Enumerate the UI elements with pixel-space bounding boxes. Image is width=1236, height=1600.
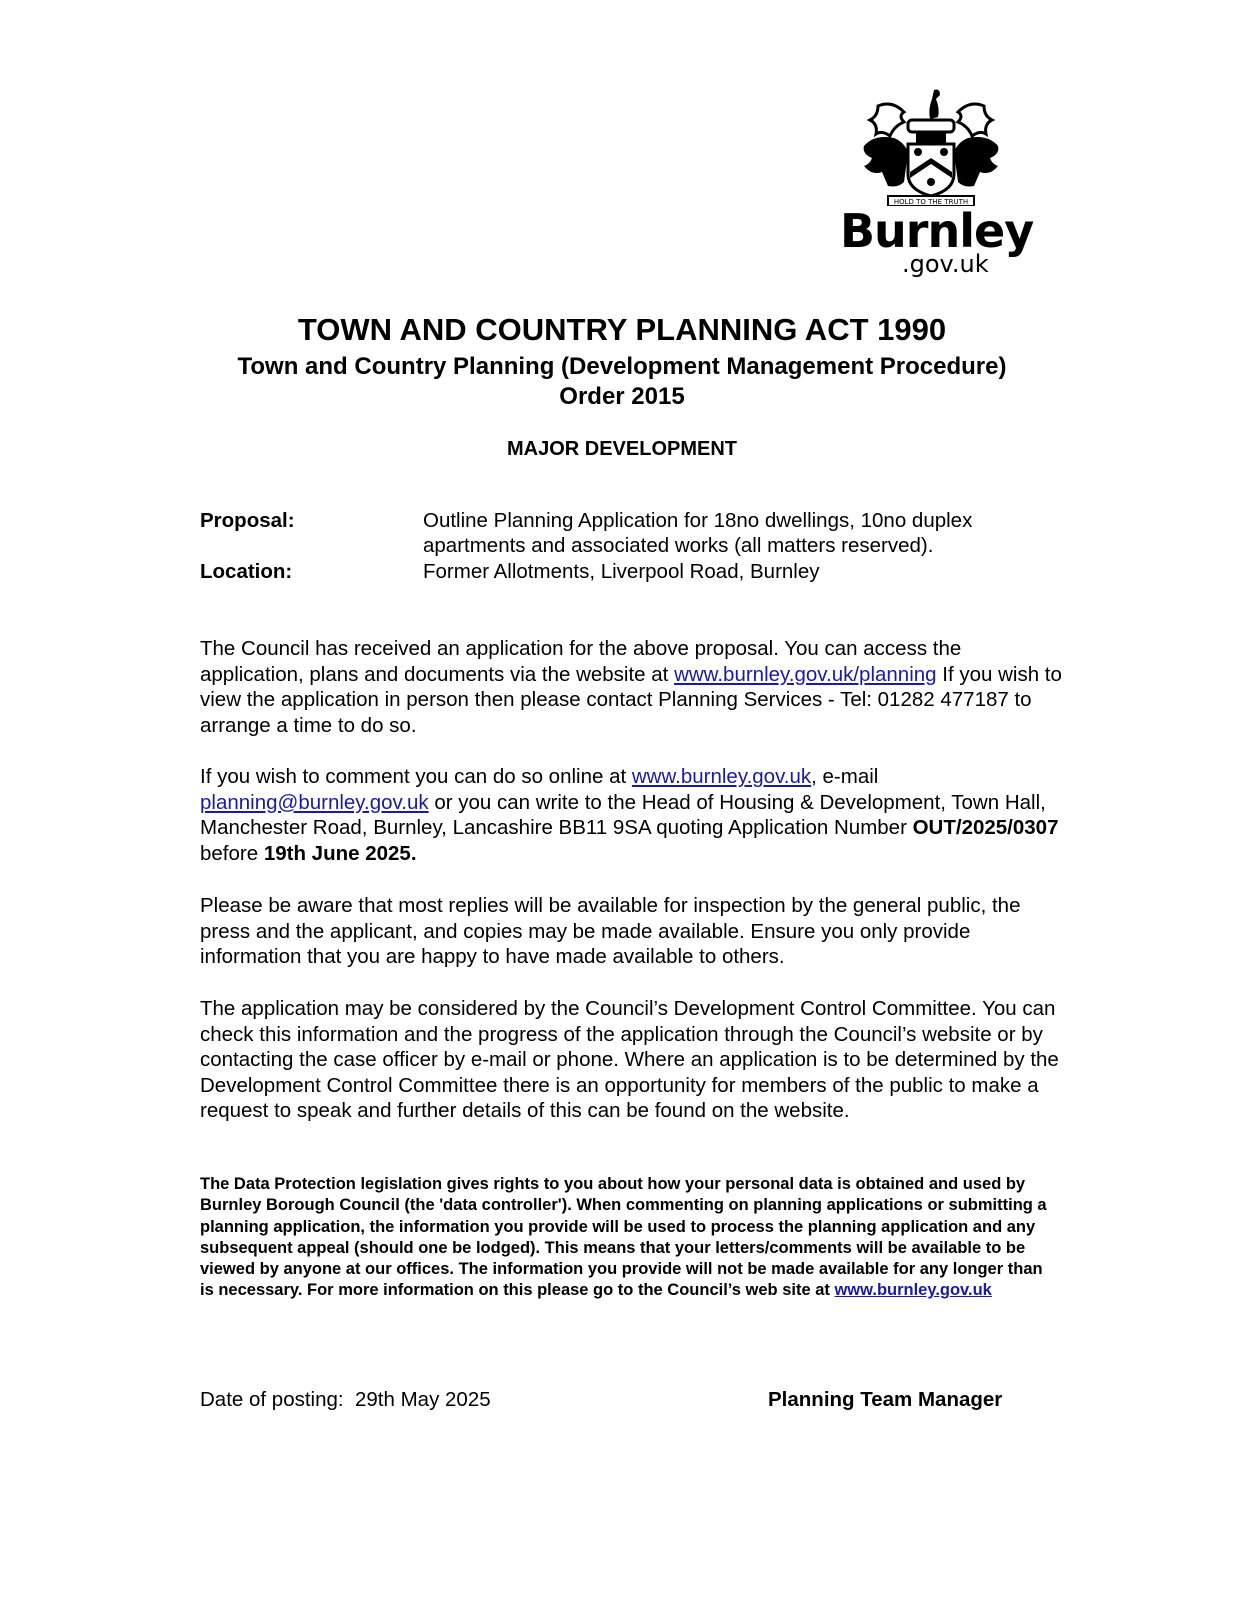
council-website-link-2[interactable]: www.burnley.gov.uk (834, 1281, 992, 1300)
posting-date (200, 1388, 491, 1412)
committee-paragraph: The application may be considered by the Council’s Development Control Committee. You can check this information and the progress of the application through the Council’s website or by contacting the case officer by e-mail or phone. Where an application is to be determined by the Development Control Committee there is an opportunity for members of the public to make a request to speak and further details of this can be found on the website. (200, 997, 1059, 1122)
posting-date-value: 29th May 2025 (355, 1388, 491, 1411)
proposal-label: Proposal: (200, 509, 295, 532)
location-label: Location: (200, 560, 293, 583)
logo-wordmark: Burnley (840, 204, 1034, 258)
access-paragraph (200, 636, 1070, 738)
para-text: before (200, 841, 264, 865)
proposal-value (423, 508, 1063, 558)
logo-domain: .gov.uk (902, 250, 989, 278)
burnley-logo (840, 86, 1034, 278)
planning-website-link[interactable]: www.burnley.gov.uk/planning (674, 662, 937, 686)
para-text: If you wish to comment you can do so online at (200, 765, 632, 788)
para-text: or you can write to the Head of Housing & Development, Town Hall, Manchester Road, Burnley, Lancashire BB11 9SA quoting Application Number (200, 790, 1046, 839)
inspection-paragraph: Please be aware that most replies will be available for inspection by the general public, the press and the applicant, and copies may be made available. Ensure you only provide information that you are happy to have made available to others. (200, 894, 1021, 968)
comment-paragraph (200, 764, 1070, 866)
coat-of-arms-icon (856, 86, 1006, 206)
order-title-line1: Town and Country Planning (Development Management Procedure) (237, 353, 1007, 380)
application-number: OUT/2025/0307 (912, 816, 1059, 839)
page-title: TOWN AND COUNTRY PLANNING ACT 1990 (297, 312, 947, 347)
para-text: If you wish to view the application in person then please contact Planning Services - Tel: 01282 477187 to arrange a time to do so. (200, 662, 1062, 737)
proposal-line2: apartments and associated works (all matters reserved). (423, 534, 934, 557)
para-text: The Council has received an application for the above proposal. You can access the application, plans and documents via the website at (200, 637, 962, 686)
para-text: , e-mail (811, 765, 879, 788)
council-website-link[interactable]: www.burnley.gov.uk (631, 765, 812, 788)
svg-text:HOLD TO THE TRUTH: HOLD TO THE TRUTH (893, 198, 969, 206)
data-protection-notice (200, 1174, 1050, 1302)
comment-deadline: 19th June 2025. (263, 841, 417, 865)
order-title (0, 352, 1236, 412)
notice-text: The Data Protection legislation gives rights to you about how your personal data is obtained and used by Burnley Borough Council (the 'data controller'). When commenting on planning applications or submitting a planning application, the information you provide will be used to process the planning application and any subsequent appeal (should one be lodged). This means that your letters/comments will be available to be viewed by anyone at our offices. The information you provide will not be made available for any longer than is necessary. For more information on this please go to the Council’s web site at (200, 1175, 1047, 1300)
proposal-line1: Outline Planning Application for 18no dwellings, 10no duplex (423, 509, 973, 532)
posting-date-label: Date of posting: (200, 1388, 344, 1411)
location-value: Former Allotments, Liverpool Road, Burnley (423, 560, 820, 583)
order-title-line2: Order 2015 (559, 383, 685, 410)
category-heading: MAJOR DEVELOPMENT (506, 438, 738, 460)
planning-email-link[interactable]: planning@burnley.gov.uk (200, 790, 429, 814)
signatory: Planning Team Manager (768, 1388, 1003, 1411)
